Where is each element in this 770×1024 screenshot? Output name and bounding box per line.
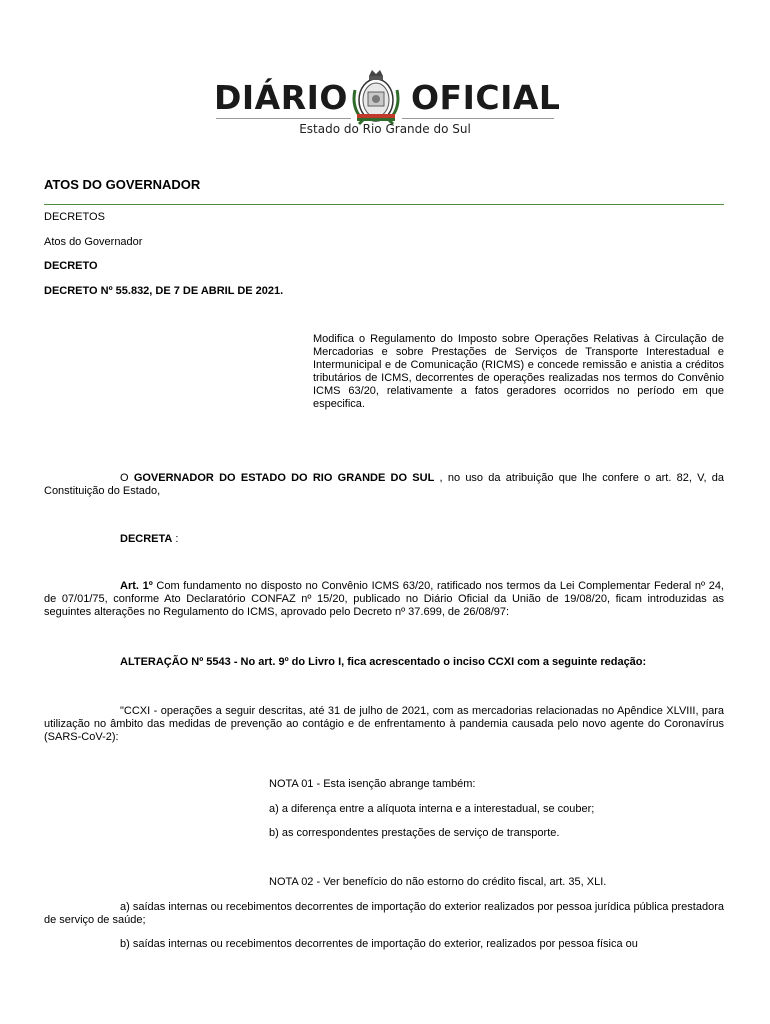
inciso-ccxi: "CCXI - operações a seguir descritas, até 31 de julho de 2021, com as mercadorias relacionadas no Apêndice XLVIII, para utilização no âmbito das medidas de prevenção ao contágio e de enfrentamento à pandemia causada pelo novo agente do Coronavírus (SARS-CoV-2): xyxy=(44,705,724,743)
document-type: DECRETO xyxy=(44,260,98,272)
amendment-heading: ALTERAÇÃO Nº 5543 - No art. 9º do Livro I, fica acrescentado o inciso CCXI com a seguinte redação: xyxy=(120,656,647,668)
list-item-b: b) saídas internas ou recebimentos decorrentes de importação do exterior, realizados por pessoa física ou xyxy=(120,938,638,950)
decree-ementa: Modifica o Regulamento do Imposto sobre Operações Relativas à Circulação de Mercadorias e sobre Prestações de Serviços de Transporte Interestadual e Intermunicipal e de Comunicação (RICMS) e concede remissão e anistia a créditos tributários de ICMS, decorrentes de operações realizadas nos termos do Convênio ICMS 63/20, relativamente a fatos geradores ocorridos no período em que especifica. xyxy=(313,333,724,410)
preamble-lead: O xyxy=(120,472,129,484)
masthead-rule-right xyxy=(402,118,554,119)
article-1-text: Com fundamento no disposto no Convênio ICMS 63/20, ratificado nos termos da Lei Complementar Federal nº 24, de 07/01/75, conforme Ato Declaratório CONFAZ nº 15/20, publicado no Diário Oficial da União de 19/08/20, ficam introduzidas as seguintes alterações no Regulamento do ICMS, aprovado pelo Decreto nº 37.699, de 26/08/97: xyxy=(44,580,724,618)
article-1 xyxy=(44,580,724,619)
state-coat-of-arms-icon xyxy=(349,68,403,126)
preamble xyxy=(44,472,724,498)
category-label: DECRETOS xyxy=(44,211,105,223)
masthead xyxy=(0,60,770,150)
masthead-title-left: DIÁRIO xyxy=(214,78,348,117)
preamble-author: GOVERNADOR DO ESTADO DO RIO GRANDE DO SUL xyxy=(133,472,435,484)
decreta-line xyxy=(120,533,724,546)
preamble-rest: , no uso da atribuição que lhe confere o art. 82, V, da Constituição do Estado, xyxy=(44,472,725,497)
section-divider xyxy=(44,204,724,205)
masthead-subtitle: Estado do Rio Grande do Sul xyxy=(299,122,471,136)
decreta-word: DECRETA xyxy=(120,533,173,545)
masthead-title-right: OFICIAL xyxy=(411,78,561,117)
note-01-item-a: a) a diferença entre a alíquota interna e a interestadual, se couber; xyxy=(269,803,595,815)
section-title: ATOS DO GOVERNADOR xyxy=(44,177,201,192)
decreta-colon: : xyxy=(175,533,179,545)
note-01-item-b: b) as correspondentes prestações de serviço de transporte. xyxy=(269,827,560,839)
masthead-rule-left xyxy=(216,118,351,119)
article-1-label: Art. 1º xyxy=(120,580,153,592)
decree-number: DECRETO Nº 55.832, DE 7 DE ABRIL DE 2021. xyxy=(44,285,284,297)
list-item-a: a) saídas internas ou recebimentos decorrentes de importação do exterior realizados por pessoa jurídica pública prestadora de serviço de saúde; xyxy=(44,901,724,926)
note-01-title: NOTA 01 - Esta isenção abrange também: xyxy=(269,778,476,790)
subcategory-label: Atos do Governador xyxy=(44,236,143,248)
note-02-title: NOTA 02 - Ver benefício do não estorno do crédito fiscal, art. 35, XLI. xyxy=(269,876,607,888)
